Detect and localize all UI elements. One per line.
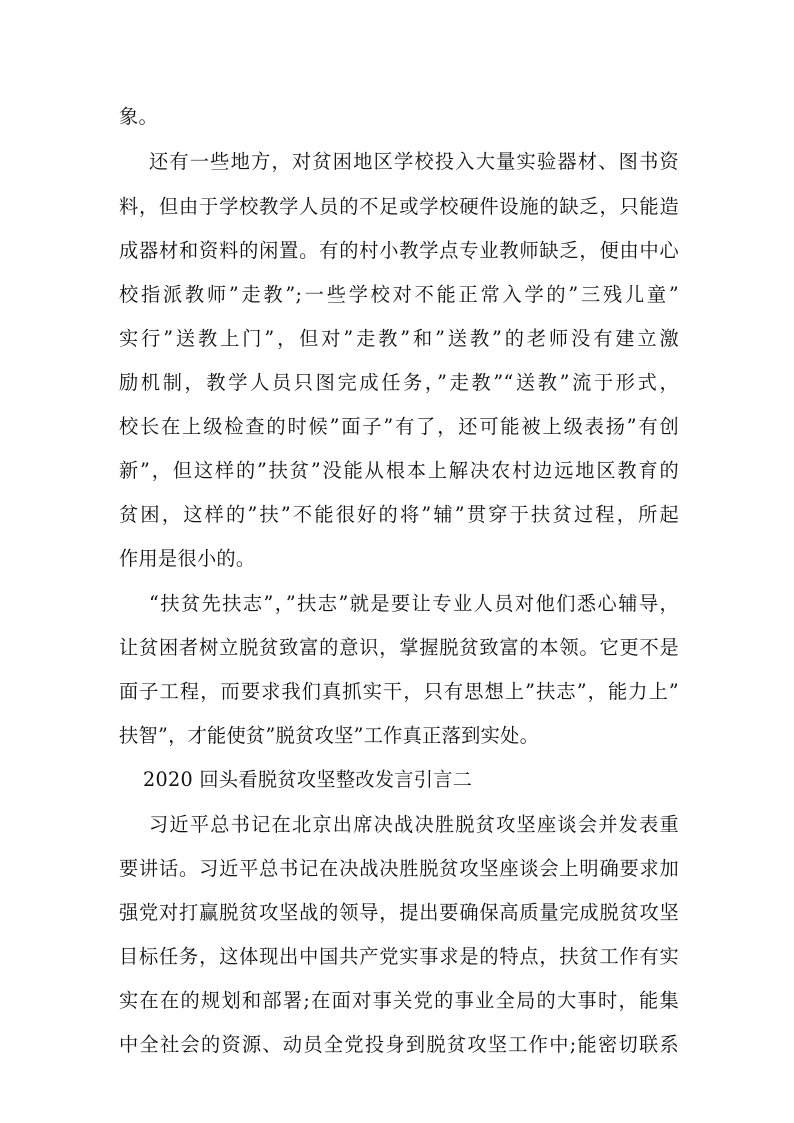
- paragraph-line: 实行”送教上门”，但对”走教”和”送教”的老师没有建立激: [119, 327, 679, 350]
- paragraph-line: 习近平总书记在北京出席决战决胜脱贫攻坚座谈会并发表重: [149, 813, 679, 836]
- paragraph-line: 新”，但这样的”扶贫”没能从根本上解决农村边远地区教育的: [119, 459, 679, 482]
- paragraph-line: 让贫困者树立脱贫致富的意识，掌握脱贫致富的本领。它更不是: [119, 636, 679, 659]
- paragraph-line: 作用是很小的。: [119, 547, 256, 570]
- paragraph-line: 还有一些地方，对贫困地区学校投入大量实验器材、图书资: [149, 150, 679, 173]
- paragraph-line: 校指派教师”走教”;一些学校对不能正常入学的”三残儿童”: [119, 283, 679, 306]
- paragraph-line: 贫困，这样的”扶”不能很好的将”辅”贯穿于扶贫过程，所起: [119, 503, 679, 526]
- paragraph-line: 象。: [119, 105, 158, 128]
- paragraph-line: 实在在的规划和部署;在面对事关党的事业全局的大事时，能集: [119, 989, 679, 1012]
- paragraph-line: 成器材和资料的闲置。有的村小教学点专业教师缺乏，便由中心: [119, 239, 679, 262]
- section-heading: 2020 回头看脱贫攻坚整改发言引言二: [143, 768, 473, 791]
- paragraph-line: 要讲话。习近平总书记在决战决胜脱贫攻坚座谈会上明确要求加: [119, 857, 679, 880]
- paragraph-line: 面子工程，而要求我们真抓实干，只有思想上”扶志”，能力上”: [119, 680, 679, 703]
- paragraph-line: 中全社会的资源、动员全党投身到脱贫攻坚工作中;能密切联系: [119, 1033, 679, 1056]
- paragraph-line: “扶贫先扶志”，”扶志”就是要让专业人员对他们悉心辅导，: [149, 592, 679, 615]
- paragraph-line: 校长在上级检查的时候”面子”有了，还可能被上级表扬”有创: [119, 415, 679, 438]
- paragraph-line: 强党对打赢脱贫攻坚战的领导，提出要确保高质量完成脱贫攻坚: [119, 901, 679, 924]
- paragraph-line: 目标任务，这体现出中国共产党实事求是的特点，扶贫工作有实: [119, 945, 679, 968]
- paragraph-line: 励机制，教学人员只图完成任务，”走教”“送教”流于形式，: [119, 371, 679, 394]
- paragraph-line: 料，但由于学校教学人员的不足或学校硬件设施的缺乏，只能造: [119, 195, 679, 218]
- paragraph-line: 扶智”，才能使贫”脱贫攻坚”工作真正落到实处。: [119, 724, 540, 747]
